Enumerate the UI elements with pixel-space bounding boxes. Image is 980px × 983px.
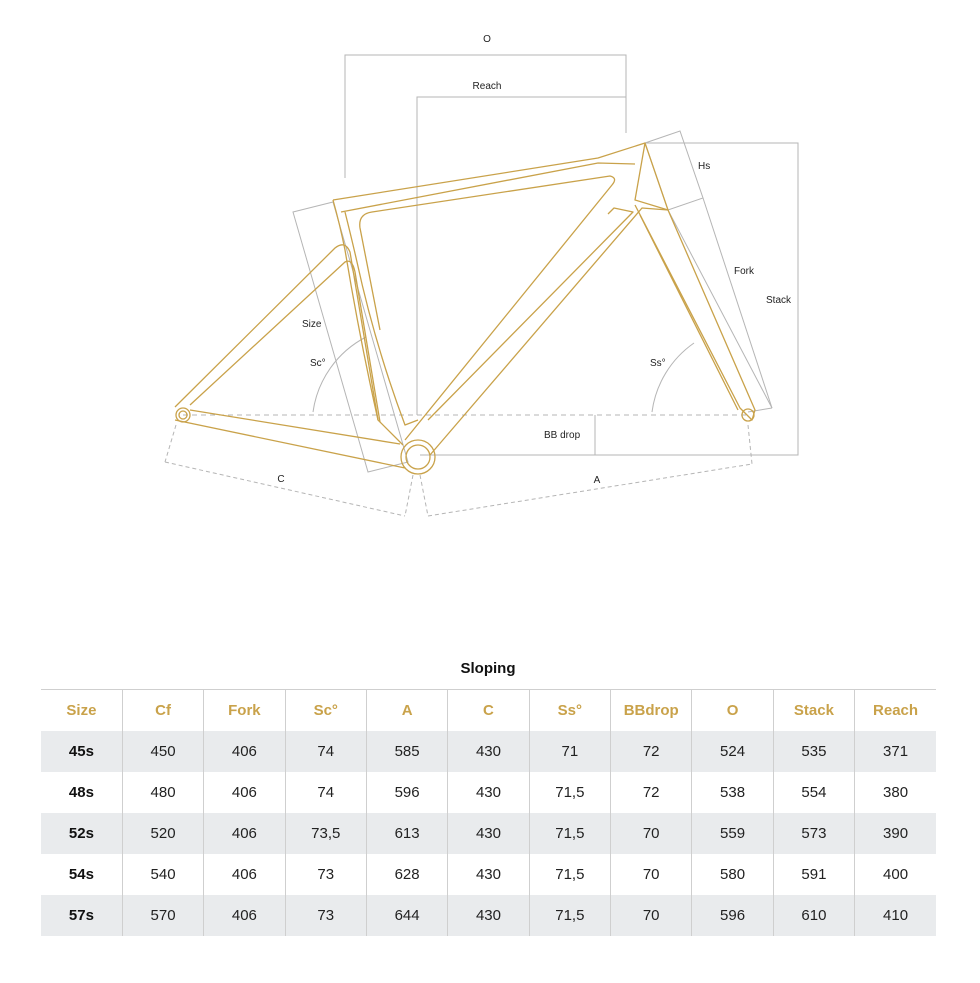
table-cell: 430 bbox=[448, 772, 529, 813]
table-cell: 73 bbox=[285, 854, 366, 895]
table-cell: 400 bbox=[855, 854, 936, 895]
table-cell: 406 bbox=[204, 813, 285, 854]
table-cell: 580 bbox=[692, 854, 773, 895]
table-cell: 480 bbox=[122, 772, 203, 813]
label-chainstay: C bbox=[277, 474, 285, 485]
header-c: C bbox=[448, 690, 529, 732]
table-cell: 559 bbox=[692, 813, 773, 854]
table-cell: 596 bbox=[692, 895, 773, 936]
chainstay-tick-front bbox=[405, 475, 413, 516]
table-cell: 57s bbox=[41, 895, 122, 936]
head-tube bbox=[635, 143, 668, 210]
table-cell: 380 bbox=[855, 772, 936, 813]
header-a: A bbox=[366, 690, 447, 732]
top-tube-inner bbox=[341, 163, 635, 212]
label-o: O bbox=[483, 34, 491, 45]
table-cell: 406 bbox=[204, 731, 285, 772]
table-cell: 628 bbox=[366, 854, 447, 895]
front-center-tick-bb bbox=[420, 475, 428, 516]
label-reach: Reach bbox=[472, 81, 502, 92]
label-front-center: A bbox=[593, 475, 601, 486]
header-stack: Stack bbox=[773, 690, 854, 732]
steer-angle-arc bbox=[652, 343, 694, 412]
table-cell: 71,5 bbox=[529, 772, 610, 813]
table-cell: 70 bbox=[611, 895, 692, 936]
label-seat-angle: Sc° bbox=[310, 358, 326, 369]
table-cell: 71 bbox=[529, 731, 610, 772]
table-cell: 570 bbox=[122, 895, 203, 936]
fork-blade bbox=[635, 205, 755, 420]
table-cell: 48s bbox=[68, 784, 94, 801]
label-hs: Hs bbox=[698, 161, 711, 172]
table-cell: 538 bbox=[692, 772, 773, 813]
reach-dimension-bracket bbox=[417, 97, 626, 415]
table-cell: 520 bbox=[122, 813, 203, 854]
table-cell: 71,5 bbox=[529, 895, 610, 936]
table-header-row bbox=[41, 690, 936, 732]
table-cell: 371 bbox=[855, 731, 936, 772]
table-cell: 450 bbox=[122, 731, 203, 772]
table-cell: 74 bbox=[285, 772, 366, 813]
label-stack: Stack bbox=[766, 295, 792, 306]
geometry-table bbox=[41, 689, 936, 936]
table-cell: 430 bbox=[448, 731, 529, 772]
table-cell: 406 bbox=[204, 772, 285, 813]
table-cell: 410 bbox=[855, 895, 936, 936]
chainstay-tick-rear bbox=[165, 425, 176, 462]
chain-stay bbox=[175, 420, 405, 468]
header-fork: Fork bbox=[204, 690, 285, 732]
header-reach: Reach bbox=[855, 690, 936, 732]
down-tube bbox=[360, 176, 615, 440]
header-bbdrop: BBdrop bbox=[611, 690, 692, 732]
table-cell: 430 bbox=[448, 813, 529, 854]
table-cell: 74 bbox=[285, 731, 366, 772]
frame-outline bbox=[175, 143, 755, 474]
table-cell: 573 bbox=[773, 813, 854, 854]
table-cell: 644 bbox=[366, 895, 447, 936]
table-cell: 610 bbox=[773, 895, 854, 936]
table-cell: 390 bbox=[855, 813, 936, 854]
table-cell: 430 bbox=[448, 854, 529, 895]
label-bb-drop: BB drop bbox=[544, 430, 581, 441]
table-cell: 70 bbox=[611, 854, 692, 895]
header-size: Size bbox=[41, 690, 122, 732]
table-cell: 71,5 bbox=[529, 854, 610, 895]
table-cell: 554 bbox=[773, 772, 854, 813]
label-size: Size bbox=[302, 319, 322, 330]
table-cell: 72 bbox=[611, 731, 692, 772]
seat-tube-inner bbox=[345, 212, 418, 425]
front-center-dimension-line bbox=[428, 464, 752, 516]
table-cell: 406 bbox=[204, 854, 285, 895]
chainstay-dimension-line bbox=[165, 462, 405, 516]
header-cf: Cf bbox=[122, 690, 203, 732]
table-cell: 596 bbox=[366, 772, 447, 813]
measurement-guides bbox=[165, 55, 798, 516]
table-cell: 524 bbox=[692, 731, 773, 772]
table-cell: 71,5 bbox=[529, 813, 610, 854]
bottom-bracket-inner bbox=[406, 445, 430, 469]
fork-dimension-line-2 bbox=[703, 198, 772, 408]
table-cell: 591 bbox=[773, 854, 854, 895]
table-title: Sloping bbox=[460, 660, 516, 677]
fork-dimension-line bbox=[668, 210, 772, 408]
header-ss: Ss° bbox=[529, 690, 610, 732]
table-cell: 72 bbox=[611, 772, 692, 813]
table-row bbox=[41, 854, 936, 895]
table-cell: 406 bbox=[204, 895, 285, 936]
front-center-tick-axle bbox=[748, 425, 752, 464]
table-cell: 430 bbox=[448, 895, 529, 936]
top-tube bbox=[333, 143, 645, 200]
label-fork: Fork bbox=[734, 266, 754, 277]
table-cell: 535 bbox=[773, 731, 854, 772]
table-cell: 540 bbox=[122, 854, 203, 895]
table-cell: 52s bbox=[41, 813, 122, 854]
table-cell: 70 bbox=[611, 813, 692, 854]
table-row bbox=[41, 731, 936, 772]
table-cell: 585 bbox=[366, 731, 447, 772]
label-steer-angle: Ss° bbox=[650, 358, 666, 369]
o-dimension-bracket bbox=[345, 55, 626, 178]
header-sc: Sc° bbox=[285, 690, 366, 732]
down-tube-inner bbox=[428, 208, 633, 420]
table-row bbox=[41, 772, 936, 813]
header-o: O bbox=[692, 690, 773, 732]
table-cell: 73,5 bbox=[285, 813, 366, 854]
table-cell: 73 bbox=[285, 895, 366, 936]
seat-stay bbox=[175, 245, 378, 420]
table-cell: 613 bbox=[366, 813, 447, 854]
table-row bbox=[41, 895, 936, 936]
table-cell: 54s bbox=[68, 866, 94, 883]
table-row bbox=[41, 813, 936, 854]
down-tube-outer bbox=[430, 208, 668, 455]
fork-blade-inner bbox=[640, 215, 738, 410]
table-cell: 45s bbox=[41, 731, 122, 772]
seat-tube-length-box bbox=[293, 202, 408, 472]
